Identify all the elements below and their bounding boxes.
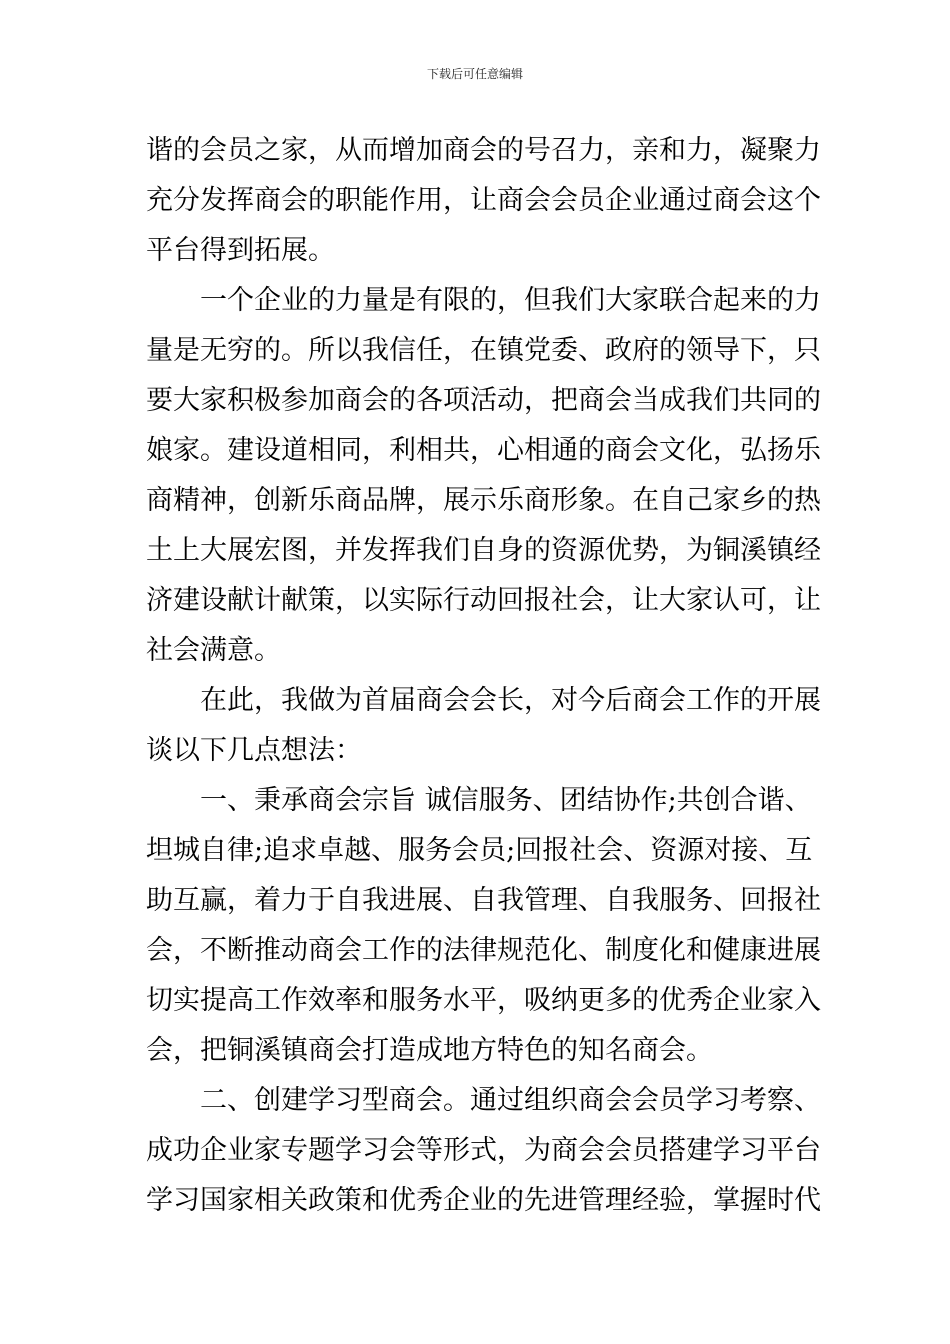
text-line: 商精神，创新乐商品牌，展示乐商形象。在自己家乡的热 bbox=[146, 485, 821, 516]
page-header: 下载后可任意编辑 bbox=[426, 67, 523, 81]
text-line: 会，不断推动商会工作的法律规范化、制度化和健康进展 bbox=[146, 935, 821, 966]
paragraph-first-line: 二、创建学习型商会。通过组织商会会员学习考察、 bbox=[200, 1085, 821, 1116]
text-line: 谈以下几点想法： bbox=[146, 735, 362, 766]
paragraph-first-line: 一个企业的力量是有限的，但我们大家联合起来的力 bbox=[200, 285, 821, 316]
text-line: 土上大展宏图，并发挥我们自身的资源优势，为铜溪镇经 bbox=[146, 535, 821, 566]
text-line: 平台得到拓展。 bbox=[146, 235, 335, 266]
text-line: 学习国家相关政策和优秀企业的先进管理经验，掌握时代 bbox=[146, 1185, 821, 1216]
paragraph-first-line: 在此，我做为首届商会会长，对今后商会工作的开展 bbox=[200, 685, 821, 716]
document-body bbox=[146, 126, 821, 1226]
text-line: 谐的会员之家，从而增加商会的号召力，亲和力，凝聚力 bbox=[146, 135, 821, 166]
paragraph-first-line: 一、秉承商会宗旨 诚信服务、团结协作;共创合谐、 bbox=[200, 785, 812, 816]
text-line: 切实提高工作效率和服务水平，吸纳更多的优秀企业家入 bbox=[146, 985, 821, 1016]
text-line: 成功企业家专题学习会等形式，为商会会员搭建学习平台 bbox=[146, 1135, 821, 1166]
text-line: 济建设献计献策，以实际行动回报社会，让大家认可，让 bbox=[146, 585, 821, 616]
text-line: 助互赢，着力于自我进展、自我管理、自我服务、回报社 bbox=[146, 885, 821, 916]
text-line: 充分发挥商会的职能作用，让商会会员企业通过商会这个 bbox=[146, 185, 821, 216]
text-line: 社会满意。 bbox=[146, 635, 281, 666]
text-line: 会，把铜溪镇商会打造成地方特色的知名商会。 bbox=[146, 1035, 713, 1066]
text-line: 娘家。建设道相同，利相共，心相通的商会文化，弘扬乐 bbox=[146, 435, 821, 466]
text-line: 坦城自律;追求卓越、服务会员;回报社会、资源对接、互 bbox=[146, 835, 813, 866]
text-line: 要大家积极参加商会的各项活动，把商会当成我们共同的 bbox=[146, 385, 821, 416]
text-line: 量是无穷的。所以我信任，在镇党委、政府的领导下，只 bbox=[146, 335, 821, 366]
